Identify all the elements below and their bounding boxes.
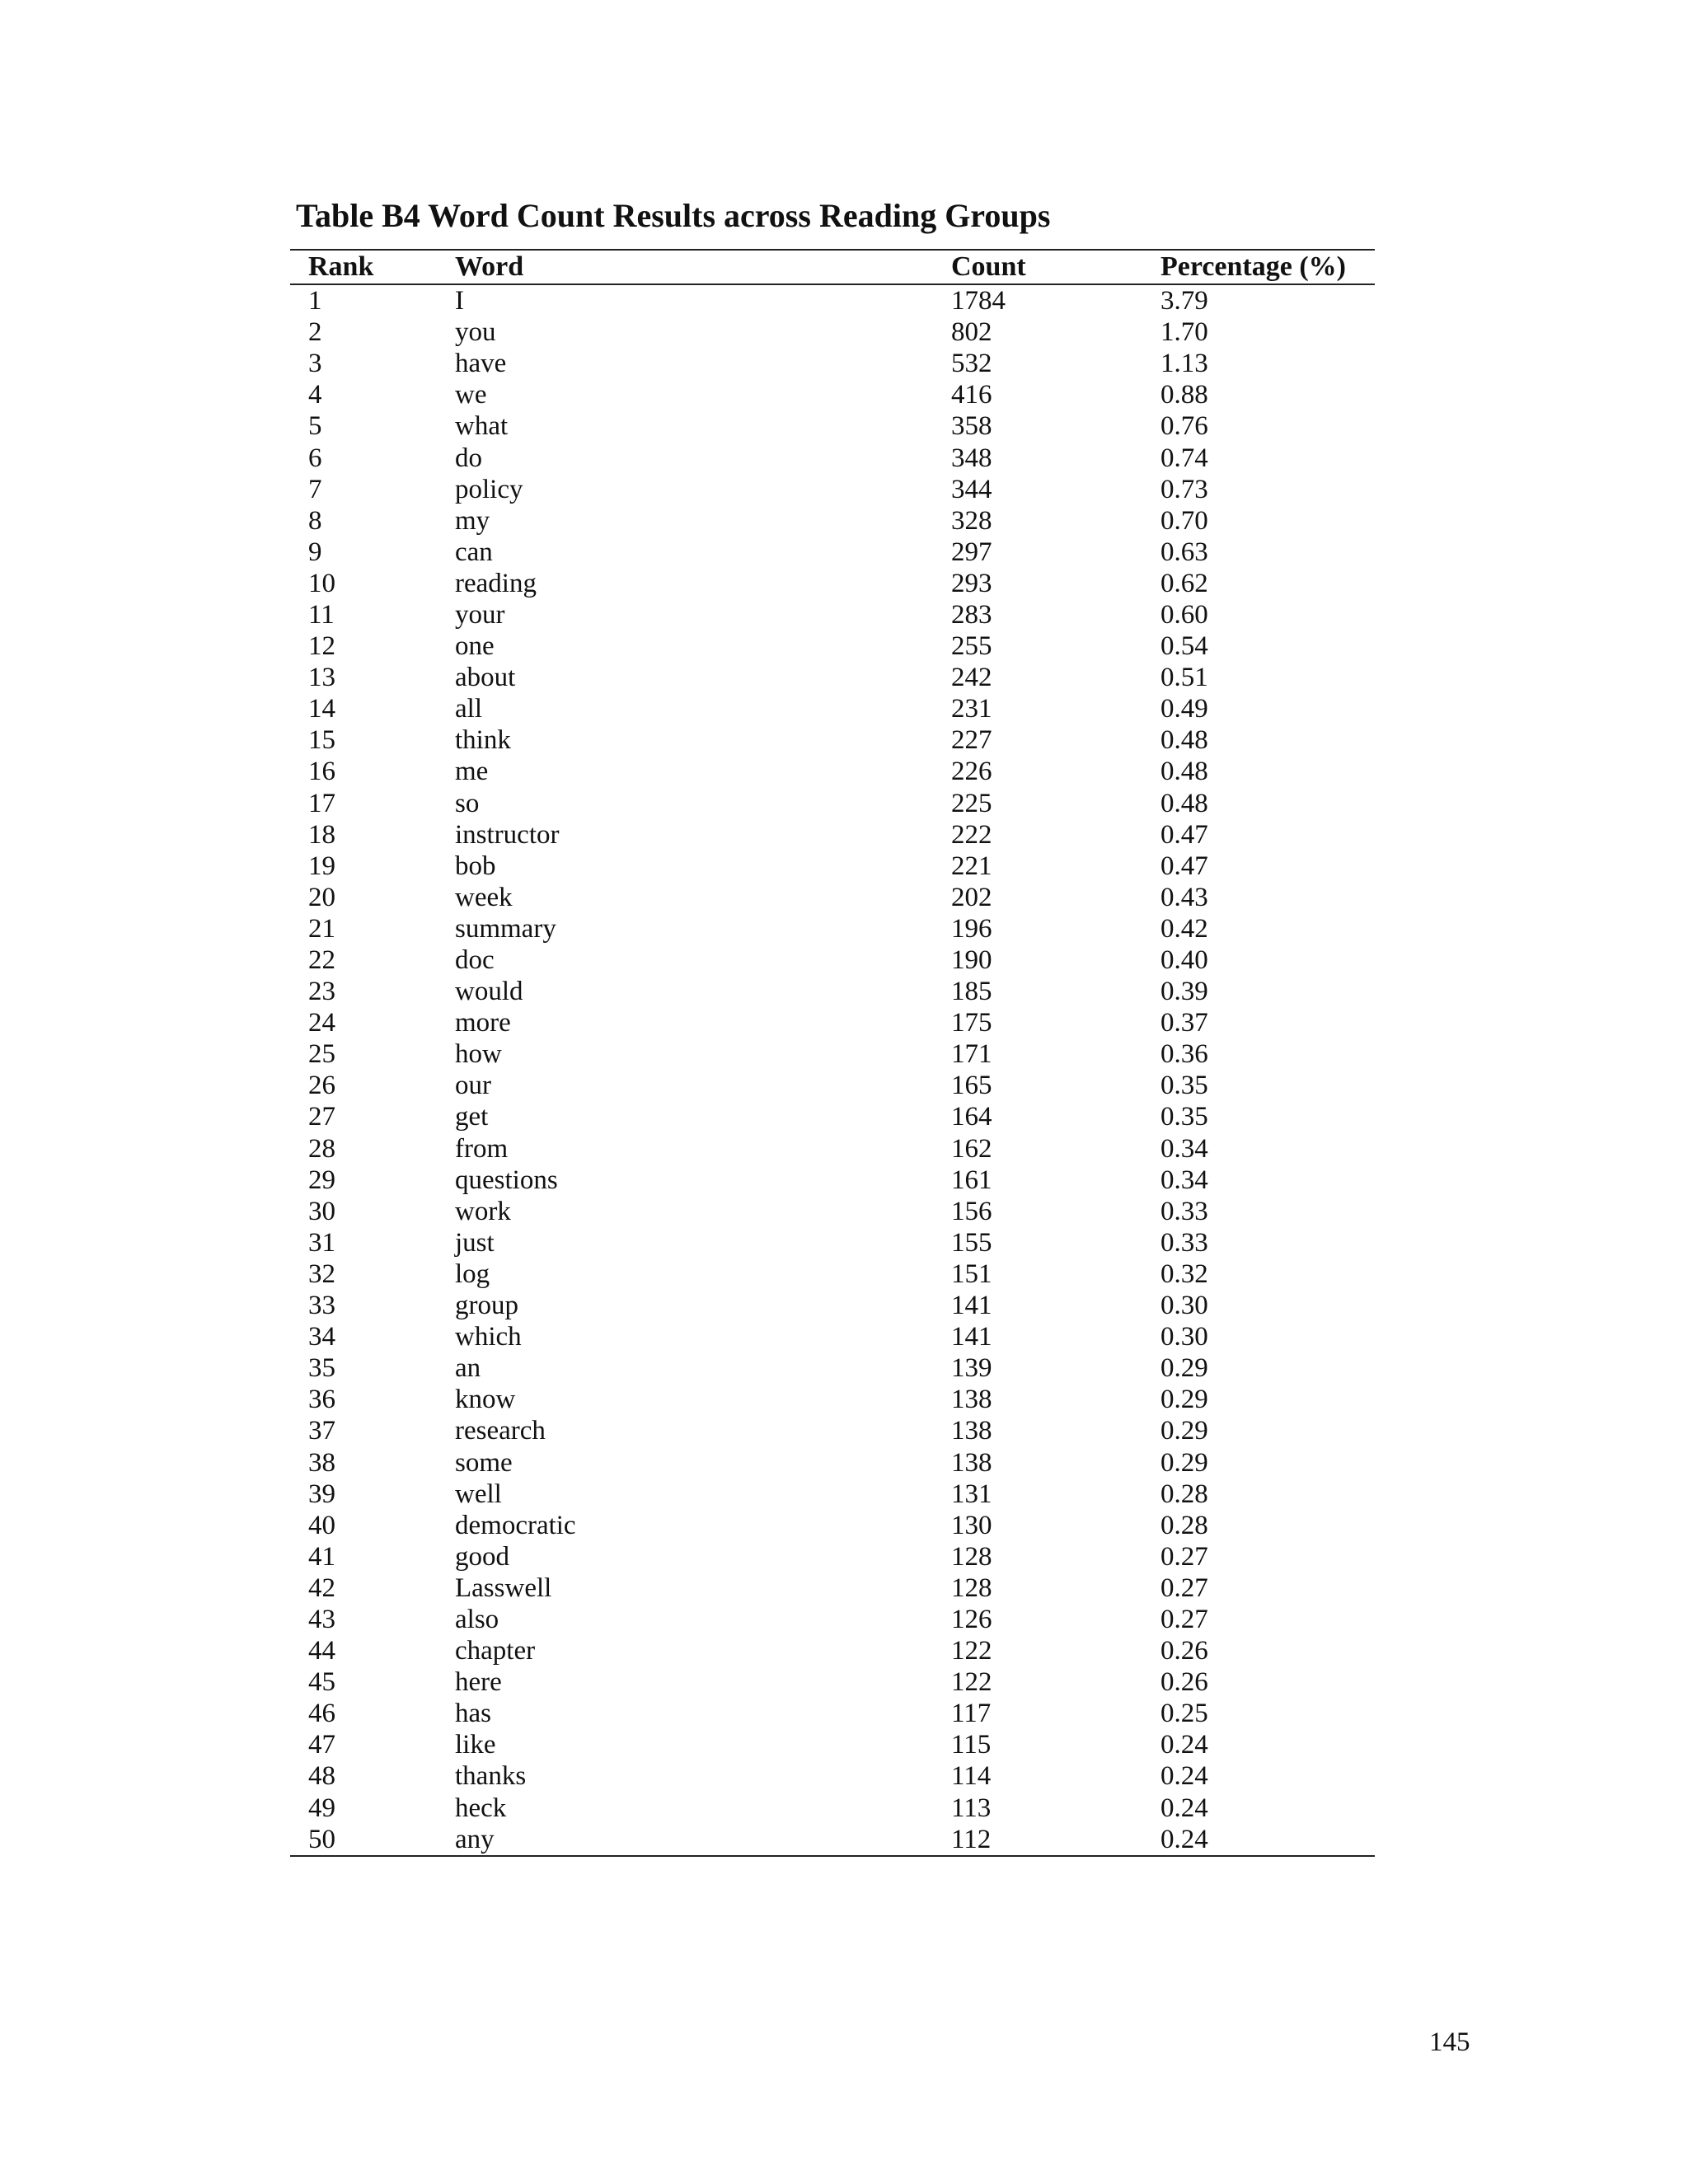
word-cell: has	[455, 1699, 491, 1729]
rank-cell: 17	[308, 788, 335, 818]
count-cell: 532	[951, 349, 992, 379]
percentage-cell: 0.40	[1160, 945, 1208, 976]
percentage-cell: 0.62	[1160, 568, 1208, 598]
rank-cell: 11	[308, 599, 335, 630]
table-row	[290, 1227, 1375, 1258]
percentage-cell: 0.27	[1160, 1604, 1208, 1634]
rank-cell: 36	[308, 1385, 335, 1415]
count-cell: 802	[951, 317, 992, 348]
word-cell: Lasswell	[455, 1572, 552, 1603]
word-cell: our	[455, 1071, 491, 1101]
word-cell: well	[455, 1479, 502, 1509]
count-cell: 128	[951, 1541, 992, 1572]
rank-cell: 43	[308, 1604, 335, 1634]
table-row	[290, 662, 1375, 693]
rank-cell: 47	[308, 1730, 335, 1760]
table-row	[290, 1165, 1375, 1196]
percentage-cell: 0.70	[1160, 505, 1208, 536]
rank-cell: 16	[308, 757, 335, 787]
count-cell: 344	[951, 474, 992, 504]
table-row	[290, 410, 1375, 442]
word-cell: more	[455, 1008, 511, 1038]
table-row	[290, 537, 1375, 568]
percentage-cell: 0.35	[1160, 1102, 1208, 1132]
table-body	[290, 284, 1375, 1856]
count-cell: 283	[951, 599, 992, 630]
word-cell: group	[455, 1291, 518, 1321]
count-cell: 114	[951, 1761, 992, 1792]
percentage-cell: 0.29	[1160, 1385, 1208, 1415]
word-cell: here	[455, 1667, 502, 1698]
percentage-cell: 0.30	[1160, 1322, 1208, 1352]
word-cell: week	[455, 882, 513, 912]
rank-cell: 25	[308, 1039, 335, 1070]
word-cell: me	[455, 757, 489, 787]
table-row	[290, 1793, 1375, 1824]
table-row	[290, 316, 1375, 348]
table-row	[290, 882, 1375, 913]
table-row	[290, 756, 1375, 787]
word-cell: instructor	[455, 819, 560, 850]
rank-cell: 28	[308, 1133, 335, 1164]
table-row	[290, 1258, 1375, 1290]
table-row	[290, 1604, 1375, 1635]
count-cell: 358	[951, 411, 992, 442]
count-cell: 139	[951, 1353, 992, 1384]
table-row	[290, 599, 1375, 630]
rank-cell: 5	[308, 411, 322, 442]
count-cell: 156	[951, 1196, 992, 1226]
table-row	[290, 1290, 1375, 1321]
word-cell: doc	[455, 945, 495, 976]
count-cell: 255	[951, 631, 992, 662]
table-row	[290, 1510, 1375, 1541]
column-header-count: Count	[933, 250, 1142, 284]
count-cell: 297	[951, 537, 992, 567]
table-row	[290, 976, 1375, 1007]
percentage-cell: 0.48	[1160, 725, 1208, 756]
percentage-cell: 0.60	[1160, 599, 1208, 630]
percentage-cell: 0.42	[1160, 913, 1208, 944]
rank-cell: 46	[308, 1699, 335, 1729]
table-row	[290, 1007, 1375, 1038]
table-row	[290, 1635, 1375, 1666]
word-cell: have	[455, 349, 507, 379]
word-cell: do	[455, 443, 482, 473]
table-row	[290, 1196, 1375, 1227]
rank-cell: 7	[308, 474, 322, 504]
table-header-row	[290, 250, 1375, 284]
word-cell: what	[455, 411, 509, 442]
column-header-word: Word	[437, 250, 933, 284]
rank-cell: 37	[308, 1416, 335, 1446]
percentage-cell: 0.24	[1160, 1793, 1208, 1823]
rank-cell: 34	[308, 1322, 335, 1352]
rank-cell: 10	[308, 568, 335, 598]
table-row	[290, 1760, 1375, 1792]
percentage-cell: 0.51	[1160, 663, 1208, 693]
table-row	[290, 819, 1375, 851]
count-cell: 115	[951, 1730, 992, 1760]
rank-cell: 44	[308, 1636, 335, 1666]
count-cell: 131	[951, 1479, 992, 1509]
percentage-cell: 0.36	[1160, 1039, 1208, 1070]
column-header-percentage: Percentage (%)	[1142, 250, 1375, 284]
rank-cell: 26	[308, 1071, 335, 1101]
word-cell: thanks	[455, 1761, 527, 1792]
count-cell: 348	[951, 443, 992, 473]
percentage-cell: 0.26	[1160, 1667, 1208, 1698]
count-cell: 122	[951, 1667, 992, 1698]
word-cell: all	[455, 694, 482, 724]
rank-cell: 45	[308, 1667, 335, 1698]
percentage-cell: 0.34	[1160, 1133, 1208, 1164]
table-row	[290, 1038, 1375, 1070]
percentage-cell: 0.25	[1160, 1699, 1208, 1729]
rank-cell: 6	[308, 443, 322, 473]
count-cell: 416	[951, 380, 992, 410]
count-cell: 190	[951, 945, 992, 976]
table-row	[290, 1572, 1375, 1604]
percentage-cell: 0.24	[1142, 1824, 1375, 1856]
count-cell: 226	[951, 757, 992, 787]
table-row	[290, 505, 1375, 537]
percentage-cell: 1.70	[1160, 317, 1208, 348]
word-cell: bob	[455, 851, 496, 881]
count-cell: 175	[951, 1008, 992, 1038]
rank-cell: 14	[308, 694, 335, 724]
count-cell: 171	[951, 1039, 992, 1070]
rank-cell: 13	[308, 663, 335, 693]
table-title: Table B4 Word Count Results across Reading Groups	[296, 197, 1051, 234]
percentage-cell: 0.48	[1160, 788, 1208, 818]
count-cell: 185	[951, 977, 992, 1007]
count-cell: 162	[951, 1133, 992, 1164]
table-row	[290, 944, 1375, 976]
word-cell: about	[455, 663, 516, 693]
word-cell: summary	[455, 913, 556, 944]
percentage-cell: 0.48	[1160, 757, 1208, 787]
count-cell: 117	[951, 1699, 992, 1729]
word-cell: think	[455, 725, 511, 756]
word-cell: from	[455, 1133, 509, 1164]
table-row	[290, 1541, 1375, 1572]
count-cell: 221	[951, 851, 992, 881]
rank-cell: 27	[308, 1102, 335, 1132]
count-cell: 138	[951, 1447, 992, 1478]
rank-cell: 8	[308, 505, 322, 536]
word-cell: know	[455, 1385, 516, 1415]
table-row	[290, 851, 1375, 882]
table-row	[290, 284, 1375, 316]
word-cell: we	[455, 380, 487, 410]
word-cell: work	[455, 1196, 511, 1226]
table-row	[290, 630, 1375, 662]
table-row	[290, 348, 1375, 379]
percentage-cell: 0.30	[1160, 1291, 1208, 1321]
percentage-cell: 0.43	[1160, 882, 1208, 912]
count-cell: 155	[951, 1227, 992, 1258]
table-row	[290, 1729, 1375, 1760]
percentage-cell: 1.13	[1160, 349, 1208, 379]
count-cell: 165	[951, 1071, 992, 1101]
percentage-cell: 0.47	[1160, 819, 1208, 850]
word-cell: an	[455, 1353, 481, 1384]
rank-cell: 3	[308, 349, 322, 379]
rank-cell: 24	[308, 1008, 335, 1038]
word-cell: log	[455, 1258, 490, 1289]
percentage-cell: 0.54	[1160, 631, 1208, 662]
count-cell: 113	[951, 1793, 992, 1823]
table-row	[290, 1666, 1375, 1698]
column-header-rank: Rank	[290, 250, 437, 284]
rank-cell: 49	[308, 1793, 335, 1823]
percentage-cell: 0.29	[1160, 1447, 1208, 1478]
word-cell: reading	[455, 568, 537, 598]
rank-cell: 19	[308, 851, 335, 881]
percentage-cell: 0.33	[1160, 1196, 1208, 1226]
count-cell: 141	[951, 1291, 992, 1321]
rank-cell: 9	[308, 537, 322, 567]
word-cell: research	[455, 1416, 546, 1446]
rank-cell: 23	[308, 977, 335, 1007]
count-cell: 130	[951, 1510, 992, 1540]
count-cell: 141	[951, 1322, 992, 1352]
rank-cell: 22	[308, 945, 335, 976]
percentage-cell: 0.35	[1160, 1071, 1208, 1101]
word-cell: heck	[455, 1793, 507, 1823]
rank-cell: 41	[308, 1541, 335, 1572]
rank-cell: 15	[308, 725, 335, 756]
word-count-table	[290, 249, 1375, 1857]
count-cell: 126	[951, 1604, 992, 1634]
rank-cell: 21	[308, 913, 335, 944]
word-cell: can	[455, 537, 493, 567]
rank-cell: 2	[308, 317, 322, 348]
rank-cell: 32	[308, 1258, 335, 1289]
percentage-cell: 0.73	[1160, 474, 1208, 504]
percentage-cell: 0.74	[1160, 443, 1208, 473]
count-cell: 138	[951, 1385, 992, 1415]
percentage-cell: 0.28	[1160, 1510, 1208, 1540]
word-cell: one	[455, 631, 495, 662]
table-row	[290, 724, 1375, 756]
percentage-cell: 0.28	[1160, 1479, 1208, 1509]
table-row	[290, 1479, 1375, 1510]
table-row	[290, 788, 1375, 819]
word-cell: like	[455, 1730, 496, 1760]
word-cell: good	[455, 1541, 509, 1572]
rank-cell: 18	[308, 819, 335, 850]
percentage-cell: 0.49	[1160, 694, 1208, 724]
table-row	[290, 568, 1375, 599]
percentage-cell: 0.27	[1160, 1541, 1208, 1572]
table-row	[290, 379, 1375, 410]
table-row	[290, 913, 1375, 944]
table-row	[290, 1415, 1375, 1446]
rank-cell: 4	[308, 380, 322, 410]
percentage-cell: 3.79	[1160, 286, 1208, 316]
count-cell: 151	[951, 1258, 992, 1289]
rank-cell: 50	[290, 1824, 437, 1856]
count-cell: 202	[951, 882, 992, 912]
count-cell: 225	[951, 788, 992, 818]
rank-cell: 12	[308, 631, 335, 662]
word-cell: also	[455, 1604, 499, 1634]
rank-cell: 33	[308, 1291, 335, 1321]
word-cell: questions	[455, 1165, 558, 1195]
percentage-cell: 0.29	[1160, 1353, 1208, 1384]
word-cell: so	[455, 788, 480, 818]
percentage-cell: 0.37	[1160, 1008, 1208, 1038]
rank-cell: 29	[308, 1165, 335, 1195]
count-cell: 138	[951, 1416, 992, 1446]
word-cell: chapter	[455, 1636, 536, 1666]
table-row	[290, 1352, 1375, 1384]
count-cell: 128	[951, 1572, 992, 1603]
table-row	[290, 1824, 1375, 1856]
count-cell: 1784	[951, 286, 1006, 316]
table-row	[290, 1133, 1375, 1165]
percentage-cell: 0.33	[1160, 1227, 1208, 1258]
rank-cell: 48	[308, 1761, 335, 1792]
word-cell: my	[455, 505, 490, 536]
percentage-cell: 0.76	[1160, 411, 1208, 442]
count-cell: 328	[951, 505, 992, 536]
table-row	[290, 693, 1375, 724]
rank-cell: 35	[308, 1353, 335, 1384]
word-cell: any	[437, 1824, 933, 1856]
rank-cell: 1	[308, 286, 322, 316]
word-cell: would	[455, 977, 523, 1007]
percentage-cell: 0.32	[1160, 1258, 1208, 1289]
table-row	[290, 1698, 1375, 1729]
count-cell: 293	[951, 568, 992, 598]
count-cell: 196	[951, 913, 992, 944]
word-cell: just	[455, 1227, 495, 1258]
percentage-cell: 0.34	[1160, 1165, 1208, 1195]
table-row	[290, 474, 1375, 505]
table-row	[290, 1321, 1375, 1352]
table-row	[290, 1070, 1375, 1101]
rank-cell: 30	[308, 1196, 335, 1226]
percentage-cell: 0.24	[1160, 1730, 1208, 1760]
table-row	[290, 1384, 1375, 1415]
rank-cell: 31	[308, 1227, 335, 1258]
word-cell: I	[455, 286, 464, 316]
count-cell: 112	[933, 1824, 1142, 1856]
word-cell: policy	[455, 474, 523, 504]
percentage-cell: 0.88	[1160, 380, 1208, 410]
count-cell: 161	[951, 1165, 992, 1195]
word-cell: your	[455, 599, 505, 630]
word-cell: get	[455, 1102, 489, 1132]
count-cell: 222	[951, 819, 992, 850]
table-row	[290, 1101, 1375, 1132]
count-cell: 242	[951, 663, 992, 693]
count-cell: 231	[951, 694, 992, 724]
word-cell: democratic	[455, 1510, 576, 1540]
percentage-cell: 0.29	[1160, 1416, 1208, 1446]
count-cell: 122	[951, 1636, 992, 1666]
rank-cell: 40	[308, 1510, 335, 1540]
table-row	[290, 442, 1375, 473]
rank-cell: 38	[308, 1447, 335, 1478]
word-cell: how	[455, 1039, 502, 1070]
rank-cell: 20	[308, 882, 335, 912]
percentage-cell: 0.63	[1160, 537, 1208, 567]
percentage-cell: 0.24	[1160, 1761, 1208, 1792]
word-cell: which	[455, 1322, 522, 1352]
count-cell: 164	[951, 1102, 992, 1132]
count-cell: 227	[951, 725, 992, 756]
page-number: 145	[1429, 2027, 1470, 2057]
rank-cell: 42	[308, 1572, 335, 1603]
percentage-cell: 0.27	[1160, 1572, 1208, 1603]
percentage-cell: 0.47	[1160, 851, 1208, 881]
rank-cell: 39	[308, 1479, 335, 1509]
word-cell: you	[455, 317, 496, 348]
percentage-cell: 0.39	[1160, 977, 1208, 1007]
percentage-cell: 0.26	[1160, 1636, 1208, 1666]
word-cell: some	[455, 1447, 513, 1478]
table-row	[290, 1446, 1375, 1478]
